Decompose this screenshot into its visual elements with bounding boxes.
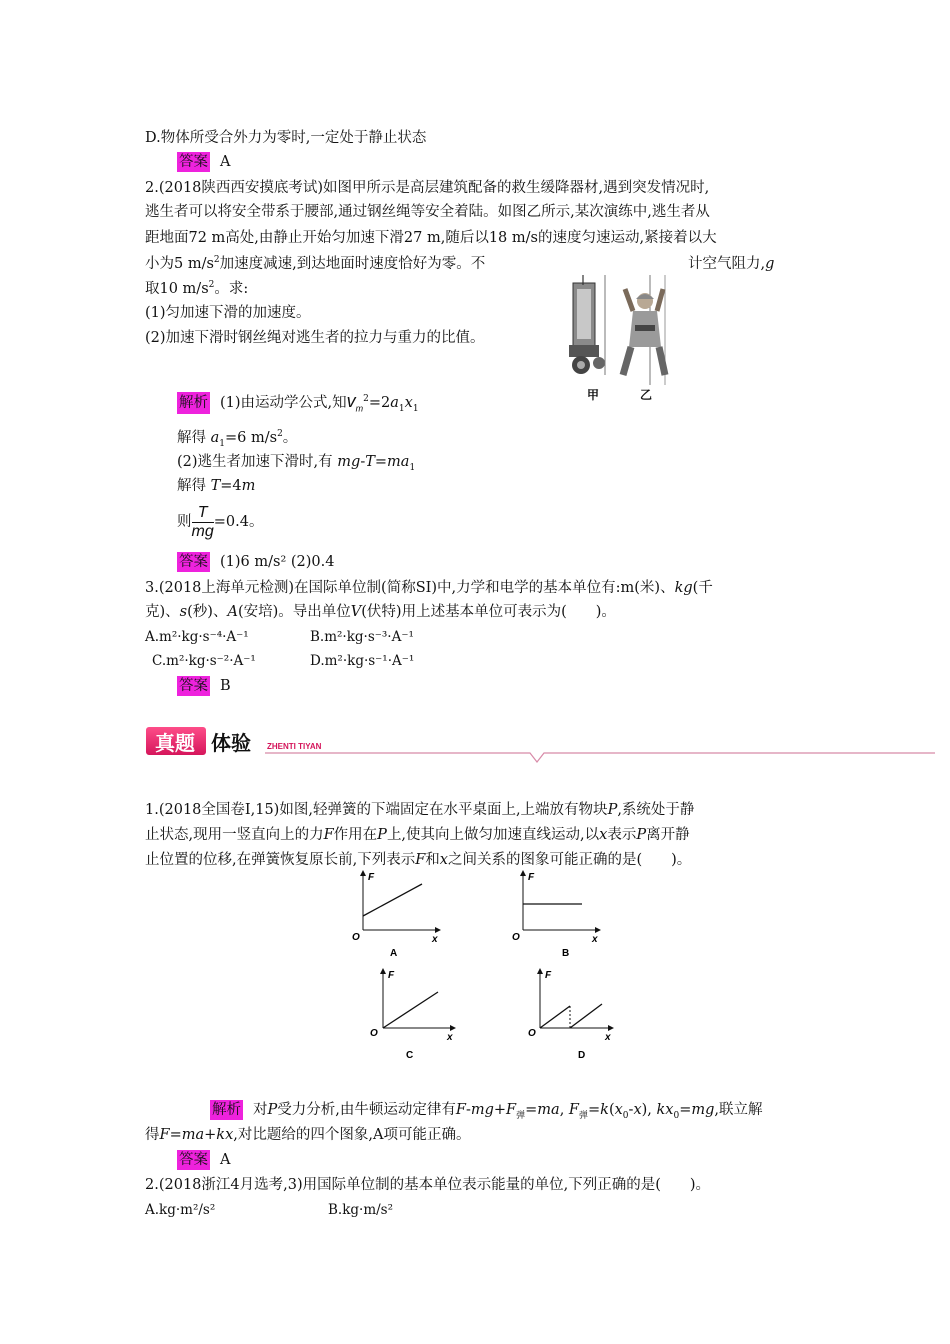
answer-tag: 答案 — [179, 678, 208, 694]
rescue-device-photo — [565, 275, 685, 385]
analysis-tag: 解析 — [212, 1102, 241, 1118]
figure-label-yi: 乙 — [640, 388, 653, 402]
banner-title-2: 体验 — [211, 731, 251, 755]
graph-d-f-label: F — [545, 970, 552, 981]
q2-sub1: (1)匀加速下滑的加速度。 — [145, 305, 311, 321]
solution-line2: 解得 $a_1=6$ $m/s^2$。 — [177, 429, 298, 449]
q3-option-c: C.m²·kg·s⁻²·A⁻¹ — [152, 653, 256, 669]
q3-option-d: D.m²·kg·s⁻¹·A⁻¹ — [310, 653, 415, 669]
banner-title-1: 真题 — [155, 731, 195, 755]
solution-text4: 解得 — [177, 478, 206, 494]
graph-b-f-label: F — [528, 872, 535, 883]
q3-option-a: A.m²·kg·s⁻⁴·A⁻¹ — [145, 629, 249, 645]
graph-d-label: D — [578, 1050, 586, 1061]
solution-line4: 解得 T=4m — [177, 478, 256, 494]
z1-analysis-text2b: ,对比题给的四个图象,A项可能正确。 — [233, 1127, 471, 1143]
z1-line3: 止位置的位移,在弹簧恢复原长前,下列表示F和x之间关系的图象可能正确的是( )。 — [145, 852, 692, 868]
graph-a — [352, 870, 441, 959]
solution-text3: (2)逃生者加速下滑时,有 — [177, 454, 333, 470]
z1-line3-text: 止位置的位移,在弹簧恢复原长前,下列表示 — [145, 852, 416, 868]
q3-line2-b: (秒)、 — [187, 604, 228, 620]
graph-b — [512, 870, 601, 959]
solution-line3: (2)逃生者加速下滑时,有 $mg-T=ma_1$ — [177, 454, 416, 473]
answer-value: B — [220, 678, 231, 694]
q3-line1: 3.(2018上海单元检测)在国际单位制(简称SI)中,力学和电学的基本单位有:m(米)、kg(千 — [145, 580, 713, 596]
solution-line5 — [177, 500, 263, 544]
q2-line5-text: 取10 m/s — [145, 281, 209, 297]
q3-line1-b: (千 — [692, 580, 713, 596]
q3-line2: 克)、s(秒)、A(安培)。导出单位V(伏特)用上述基本单位可表示为( )。 — [145, 604, 616, 620]
answer-tag: 答案 — [179, 154, 208, 170]
q2-sub2: (2)加速下滑时钢丝绳对逃生者的拉力与重力的比值。 — [145, 330, 485, 346]
graph-d-x-label: x — [605, 1032, 611, 1043]
solution-text2: 解得 — [177, 430, 206, 446]
z1-line1-text: 1.(2018全国卷Ⅰ,15)如图,轻弹簧的下端固定在水平桌面上,上端放有物块 — [145, 802, 608, 818]
z1-line2-text: 止状态,现用一竖直向上的力 — [145, 827, 324, 843]
graph-c-label: C — [406, 1050, 414, 1061]
solution-text5a: 则 — [177, 514, 192, 530]
figure-label-jia: 甲 — [587, 388, 600, 402]
z1-line3-b: 和 — [425, 852, 440, 868]
z1-line2-c: 上,使其向上做匀加速直线运动,以 — [386, 827, 600, 843]
q2-answer-row — [177, 552, 334, 572]
z1-line1-b: ,系统处于静 — [617, 802, 695, 818]
graph-a-label: A — [390, 948, 398, 959]
z1-analysis-text2: 得 — [145, 1127, 160, 1143]
q2-line5: 取10 $m/s^2$。求: — [145, 280, 249, 297]
graph-d — [528, 968, 614, 1061]
q2-line3: 距地面72 m高处,由静止开始匀加速下滑27 m,随后以18 m/s的速度匀速运动,紧接着以大 — [145, 230, 717, 246]
z1-line2-b: 作用在 — [333, 827, 378, 843]
graph-a-x-label: x — [432, 934, 438, 945]
graph-a-origin: O — [352, 932, 360, 943]
graph-a-f-label: F — [368, 872, 375, 883]
solution-text1: (1)由运动学公式,知 — [220, 395, 347, 411]
z1-analysis-text1b: 受力分析,由牛顿运动定律有 — [277, 1102, 456, 1118]
section-banner — [145, 718, 945, 774]
z1-analysis-text1c: 联立解 — [719, 1102, 763, 1118]
graph-c-origin: O — [370, 1028, 378, 1039]
z1-analysis-line1: 解析 对P受力分析,由牛顿运动定律有$F-mg+F_弹=ma$, $F_弹=k(x_0-x)$, $kx_0=mg$,联立解 — [212, 1102, 763, 1121]
q3-line1-text: 3.(2018上海单元检测)在国际单位制(简称SI)中,力学和电学的基本单位有:m(米)、 — [145, 580, 675, 596]
graph-b-label: B — [562, 948, 570, 959]
q2-line4-tail: 计空气阻力,g — [688, 256, 775, 272]
graph-c-x-label: x — [447, 1032, 453, 1043]
z1-line2-e: 离开静 — [646, 827, 690, 843]
solution-text2b: =6 m/s — [225, 430, 278, 446]
answer-value: A — [220, 154, 231, 170]
z2-option-a: A.kg·m²/s² — [145, 1202, 216, 1218]
answer-value: (1)6 m/s² (2)0.4 — [220, 554, 335, 570]
option-graphs — [340, 868, 620, 1068]
q2-line4-b: 加速度减速,到达地面时速度恰好为零。不 — [219, 256, 486, 272]
q3-line2-d: (伏特)用上述基本单位可表示为( )。 — [361, 604, 616, 620]
z1-line2: 止状态,现用一竖直向上的力F作用在P上,使其向上做匀加速直线运动,以x表示P离开静 — [145, 827, 690, 843]
z1-analysis-text1: 对 — [253, 1102, 268, 1118]
z1-line1: 1.(2018全国卷Ⅰ,15)如图,轻弹簧的下端固定在水平桌面上,上端放有物块P,系统处于静 — [145, 802, 695, 818]
answer-tag: 答案 — [179, 1152, 208, 1168]
z2-option-b: B.kg·m/s² — [328, 1202, 394, 1218]
answer-tag: 答案 — [179, 554, 208, 570]
z1-line2-d: 表示 — [607, 827, 637, 843]
graph-c — [370, 968, 456, 1061]
z1-analysis-line2: 得F=ma+kx,对比题给的四个图象,A项可能正确。 — [145, 1127, 471, 1143]
graph-b-x-label: x — [592, 934, 598, 945]
option-d: D.物体所受合外力为零时,一定处于静止状态 — [145, 130, 427, 146]
q3-line2-c: (安培)。导出单位 — [237, 604, 351, 620]
q2-line4-c: 计空气阻力, — [688, 256, 766, 272]
fraction-t-over-mg: $\frac{T}{mg}$ — [191, 503, 214, 540]
q3-answer-row — [177, 676, 231, 696]
q2-line1: 2.(2018陕西西安摸底考试)如图甲所示是高层建筑配备的救生缓降器材,遇到突发情况时, — [145, 180, 710, 196]
answer-value: A — [220, 1152, 231, 1168]
answer-row — [177, 152, 230, 172]
z1-answer-row — [177, 1150, 230, 1170]
q2-line4-a: 小为5 m/s — [145, 256, 214, 272]
q3-option-b: B.m²·kg·s⁻³·A⁻¹ — [310, 629, 414, 645]
solution-text5b: =0.4。 — [213, 514, 264, 530]
z2-line1: 2.(2018浙江4月选考,3)用国际单位制的基本单位表示能量的单位,下列正确的是( )。 — [145, 1177, 711, 1193]
z1-line3-c: 之间关系的图象可能正确的是( )。 — [447, 852, 692, 868]
q3-line2-text: 克)、 — [145, 604, 180, 620]
q2-line2: 逃生者可以将安全带系于腰部,通过钢丝绳等安全着陆。如图乙所示,某次演练中,逃生者从 — [145, 204, 710, 220]
q2-line4: 小为5 $m/s^2$加速度减速,到达地面时速度恰好为零。不 — [145, 255, 486, 272]
solution-line1: 解析 (1)由运动学公式,知$v_m^2=2a_1x_1$ — [179, 391, 419, 414]
graph-b-origin: O — [512, 932, 520, 943]
graph-c-f-label: F — [388, 970, 395, 981]
graph-d-origin: O — [528, 1028, 536, 1039]
analysis-tag: 解析 — [177, 392, 210, 414]
banner-pinyin: ZHENTI TIYAN — [267, 742, 322, 751]
